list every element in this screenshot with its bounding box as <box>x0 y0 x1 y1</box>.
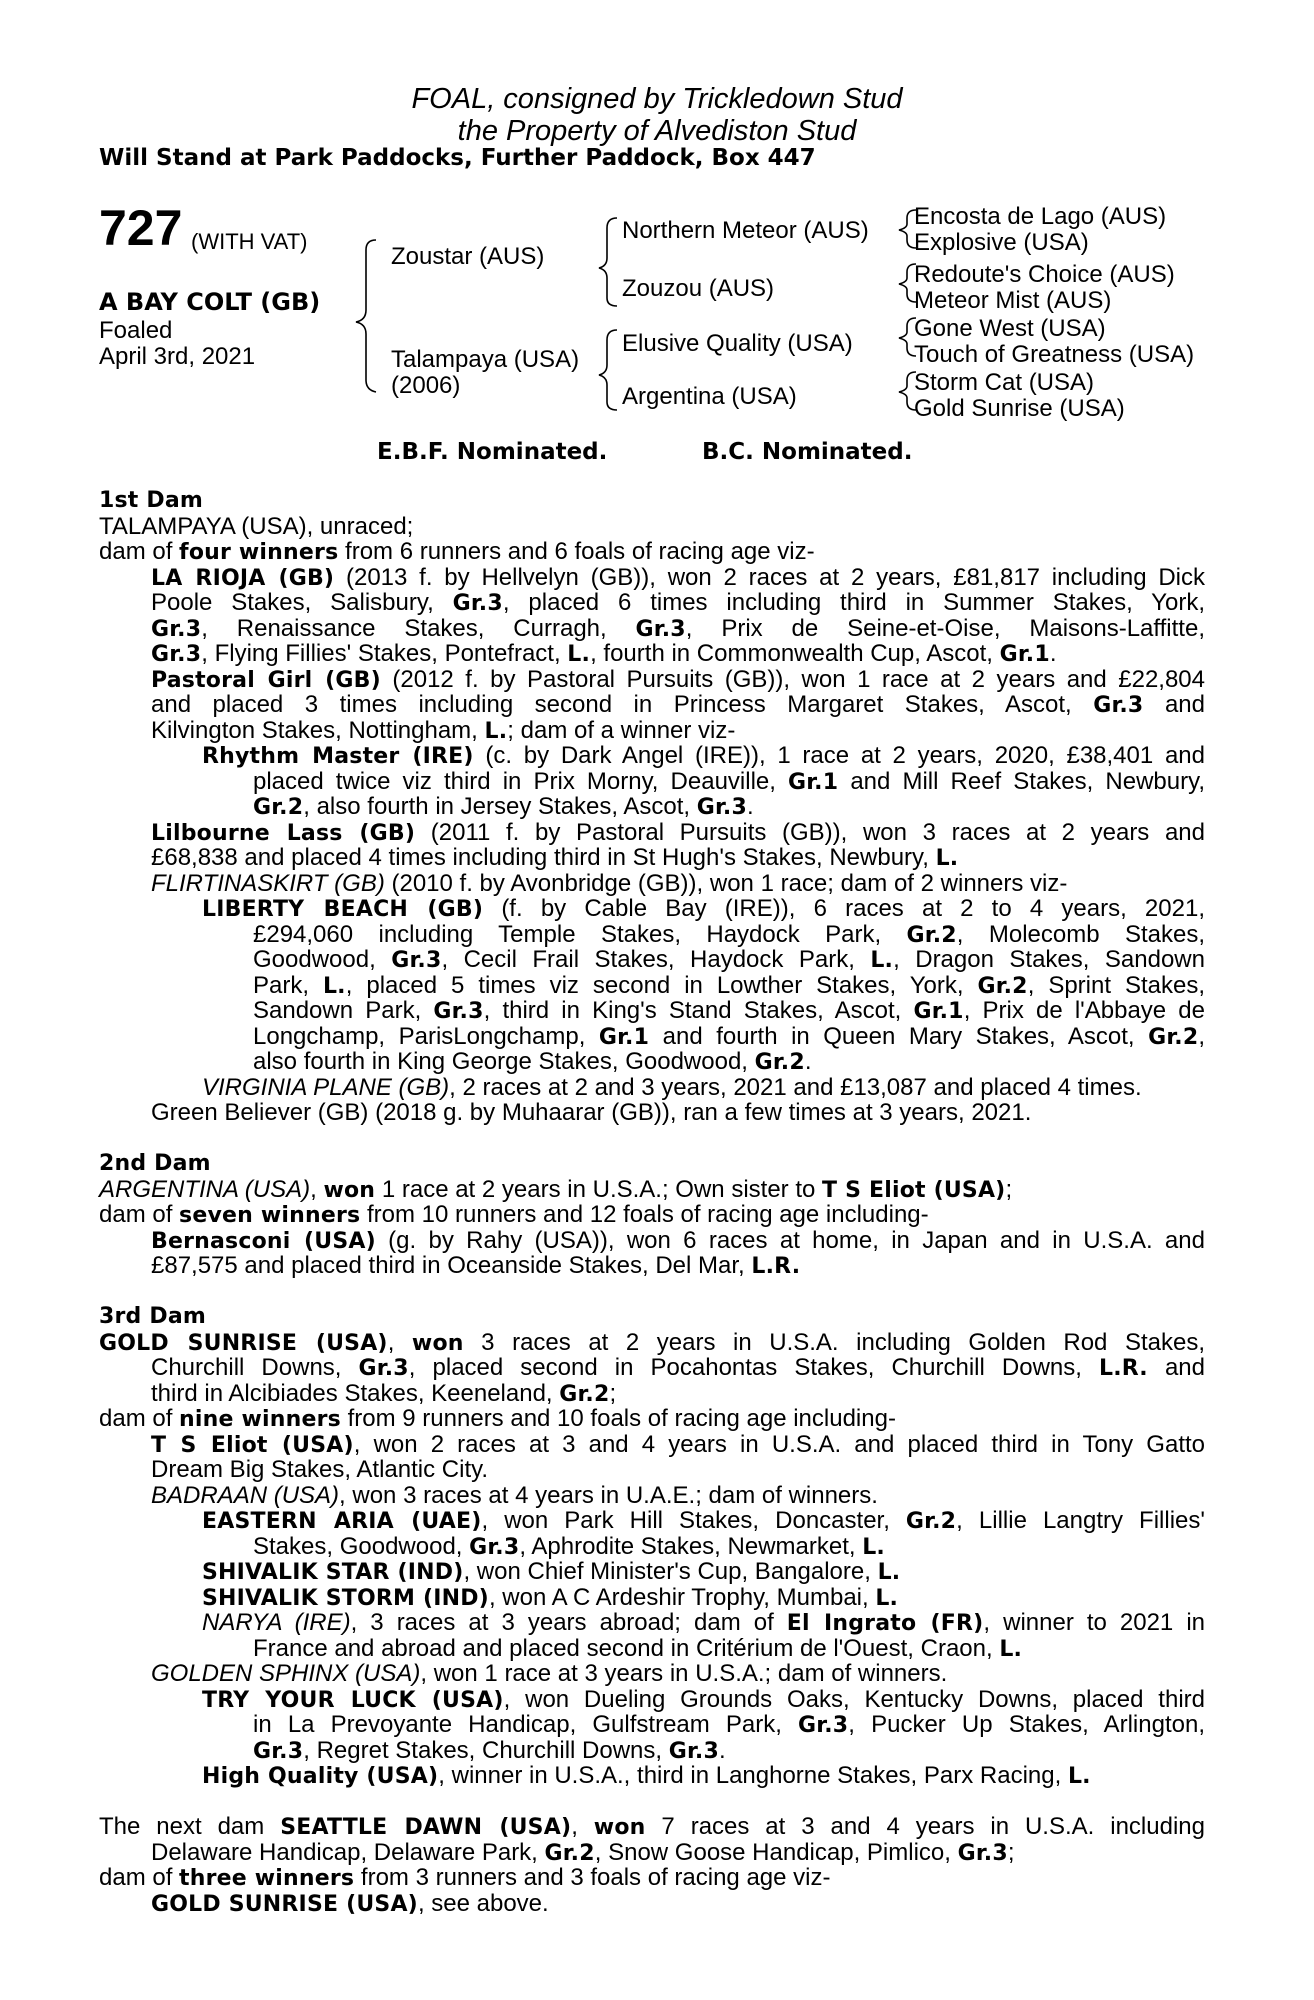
pedigree-ssd: Explosive (USA) <box>914 229 1089 256</box>
third-dam-heading: 3rd Dam <box>99 1304 206 1329</box>
bracket-dam <box>599 330 617 410</box>
pedigree-sds: Redoute's Choice (AUS) <box>914 261 1175 288</box>
foaled-label: Foaled <box>99 317 173 344</box>
list-item: VIRGINIA PLANE (GB), 2 races at 2 and 3 years, 2021 and £13,087 and placed 4 times. <box>202 1073 1142 1101</box>
list-item: LA RIOJA (GB) (2013 f. by Hellvelyn (GB)), won 2 races at 2 years, £81,817 including Dick <box>151 564 1205 590</box>
list-item: GOLD SUNRISE (USA), see above. <box>151 1889 549 1917</box>
bracket-sire <box>599 218 617 306</box>
pedigree-dam-year: (2006) <box>391 372 461 399</box>
list-item: Sandown Park, Gr.3, third in King's Stand Stakes, Ascot, Gr.1, Prix de l'Abbaye de <box>253 998 1205 1024</box>
list-item: SHIVALIK STORM (IND), won A C Ardeshir Trophy, Mumbai, L. <box>202 1583 899 1611</box>
list-item: Longchamp, ParisLongchamp, Gr.1 and fourth in Queen Mary Stakes, Ascot, Gr.2, <box>253 1023 1205 1049</box>
list-item: Bernasconi (USA) (g. by Rahy (USA)), won 6 races at home, in Japan and in U.S.A. and <box>151 1227 1205 1253</box>
list-item: £68,838 and placed 4 times including third in St Hugh's Stakes, Newbury, L. <box>151 844 959 871</box>
pedigree-dam: Talampaya (USA) <box>391 346 580 373</box>
pedigree-dam-dam: Argentina (USA) <box>622 383 797 410</box>
list-item: BADRAAN (USA), won 3 races at 4 years in U.A.E.; dam of winners. <box>151 1481 878 1509</box>
list-item: Park, L., placed 5 times viz second in Lowther Stakes, York, Gr.2, Sprint Stakes, <box>253 972 1205 998</box>
pedigree-sire-dam: Zouzou (AUS) <box>622 275 775 302</box>
property-line: the Property of Alvediston Stud <box>457 115 857 147</box>
ebf-nominated: E.B.F. Nominated. <box>377 439 608 465</box>
list-item: Pastoral Girl (GB) (2012 f. by Pastoral Pursuits (GB)), won 1 race at 2 years and £22,804 <box>151 666 1205 692</box>
pedigree-sdd: Meteor Mist (AUS) <box>914 287 1112 314</box>
second-dam-heading: 2nd Dam <box>99 1151 211 1176</box>
next-dam-line: The next dam SEATTLE DAWN (USA), won 7 races at 3 and 4 years in U.S.A. including <box>99 1814 1205 1840</box>
third-dam-produce: dam of nine winners from 9 runners and 10 foals of racing age including- <box>99 1405 896 1432</box>
list-item: £294,060 including Temple Stakes, Haydock Park, Gr.2, Molecomb Stakes, <box>253 921 1205 947</box>
list-item: also fourth in King George Stakes, Goodwood, Gr.2. <box>253 1048 812 1075</box>
list-item: £87,575 and placed third in Oceanside Stakes, Del Mar, L.R. <box>151 1252 801 1279</box>
lot-description: A BAY COLT (GB) <box>99 288 321 316</box>
bc-nominated: B.C. Nominated. <box>702 439 913 465</box>
list-item: Poole Stakes, Salisbury, Gr.3, placed 6 times including third in Summer Stakes, York, <box>151 590 1205 616</box>
first-dam-heading: 1st Dam <box>99 488 204 513</box>
third-dam-line: Churchill Downs, Gr.3, placed second in Pocahontas Stakes, Churchill Downs, L.R. and <box>151 1355 1205 1381</box>
first-dam-produce: dam of four winners from 6 runners and 6 foals of racing age viz- <box>99 538 815 565</box>
next-dam-produce: dam of three winners from 3 runners and 3 foals of racing age viz- <box>99 1864 831 1891</box>
list-item: EASTERN ARIA (UAE), won Park Hill Stakes, Doncaster, Gr.2, Lillie Langtry Fillies' <box>202 1508 1205 1534</box>
list-item: Dream Big Stakes, Atlantic City. <box>151 1456 489 1483</box>
vat-note: (WITH VAT) <box>191 229 308 254</box>
list-item: Stakes, Goodwood, Gr.3, Aphrodite Stakes, Newmarket, L. <box>253 1532 885 1560</box>
list-item: NARYA (IRE), 3 races at 3 years abroad; dam of El Ingrato (FR), winner to 2021 in <box>202 1610 1205 1636</box>
pedigree-sire: Zoustar (AUS) <box>391 243 545 270</box>
list-item: Rhythm Master (IRE) (c. by Dark Angel (IRE)), 1 race at 2 years, 2020, £38,401 and <box>202 743 1205 769</box>
list-item: and placed 3 times including second in Princess Margaret Stakes, Ascot, Gr.3 and <box>151 692 1205 718</box>
lot-number: 727 <box>99 200 183 256</box>
third-dam-line: GOLD SUNRISE (USA), won 3 races at 2 years in U.S.A. including Golden Rod Stakes, <box>99 1329 1205 1355</box>
list-item: Lilbourne Lass (GB) (2011 f. by Pastoral Pursuits (GB)), won 3 races at 2 years and <box>151 819 1205 845</box>
pedigree-sire-sire: Northern Meteor (AUS) <box>622 217 869 244</box>
pedigree-dsd: Touch of Greatness (USA) <box>914 341 1195 368</box>
pedigree-sss: Encosta de Lago (AUS) <box>914 203 1167 230</box>
consignor-line: FOAL, consigned by Trickledown Stud <box>411 83 903 115</box>
list-item: France and abroad and placed second in Critérium de l'Ouest, Craon, L. <box>253 1634 1023 1662</box>
first-dam-line: TALAMPAYA (USA), unraced; <box>99 512 414 540</box>
list-item: Gr.3, Flying Fillies' Stakes, Pontefract, L., fourth in Commonwealth Cup, Ascot, Gr.1. <box>151 640 1057 667</box>
foaled-date: April 3rd, 2021 <box>99 343 256 370</box>
pedigree-dss: Gone West (USA) <box>914 315 1106 342</box>
pedigree-ddd: Gold Sunrise (USA) <box>914 395 1125 422</box>
list-item: Gr.3, Renaissance Stakes, Curragh, Gr.3, Prix de Seine-et-Oise, Maisons-Laffitte, <box>151 615 1205 641</box>
second-dam-produce: dam of seven winners from 10 runners and 12 foals of racing age including- <box>99 1201 929 1228</box>
list-item: TRY YOUR LUCK (USA), won Dueling Grounds Oaks, Kentucky Downs, placed third <box>202 1686 1205 1712</box>
bracket-main <box>356 240 376 392</box>
list-item: Goodwood, Gr.3, Cecil Frail Stakes, Haydock Park, L., Dragon Stakes, Sandown <box>253 947 1205 973</box>
produce-record <box>99 488 1205 1916</box>
list-item: High Quality (USA), winner in U.S.A., third in Langhorne Stakes, Parx Racing, L. <box>202 1762 1091 1789</box>
list-item: Gr.3, Regret Stakes, Churchill Downs, Gr.3. <box>253 1736 726 1764</box>
list-item: T S Eliot (USA), won 2 races at 3 and 4 years in U.S.A. and placed third in Tony Gatto <box>151 1431 1205 1457</box>
pedigree-dds: Storm Cat (USA) <box>914 369 1095 396</box>
second-dam-line: ARGENTINA (USA), won 1 race at 2 years in U.S.A.; Own sister to T S Eliot (USA); <box>99 1175 1013 1203</box>
next-dam-line: Delaware Handicap, Delaware Park, Gr.2, Snow Goose Handicap, Pimlico, Gr.3; <box>151 1838 1015 1866</box>
list-item: LIBERTY BEACH (GB) (f. by Cable Bay (IRE)), 6 races at 2 to 4 years, 2021, <box>202 896 1205 922</box>
list-item: SHIVALIK STAR (IND), won Chief Minister's Cup, Bangalore, L. <box>202 1558 901 1585</box>
list-item: Kilvington Stakes, Nottingham, L.; dam of a winner viz- <box>151 716 736 744</box>
stand-location: Will Stand at Park Paddocks, Further Paddock, Box 447 <box>99 145 816 171</box>
list-item: in La Prevoyante Handicap, Gulfstream Park, Gr.3, Pucker Up Stakes, Arlington, <box>253 1712 1205 1738</box>
list-item: Gr.2, also fourth in Jersey Stakes, Ascot, Gr.3. <box>253 793 754 820</box>
list-item: placed twice viz third in Prix Morny, Deauville, Gr.1 and Mill Reef Stakes, Newbury, <box>253 768 1205 794</box>
list-item: Green Believer (GB) (2018 g. by Muhaarar (GB)), ran a few times at 3 years, 2021. <box>151 1099 1032 1126</box>
pedigree-dam-sire: Elusive Quality (USA) <box>622 330 853 357</box>
list-item: GOLDEN SPHINX (USA), won 1 race at 3 years in U.S.A.; dam of winners. <box>151 1660 948 1687</box>
third-dam-line: third in Alcibiades Stakes, Keeneland, Gr.2; <box>151 1379 617 1407</box>
list-item: FLIRTINASKIRT (GB) (2010 f. by Avonbridge (GB)), won 1 race; dam of 2 winners viz- <box>151 869 1068 897</box>
